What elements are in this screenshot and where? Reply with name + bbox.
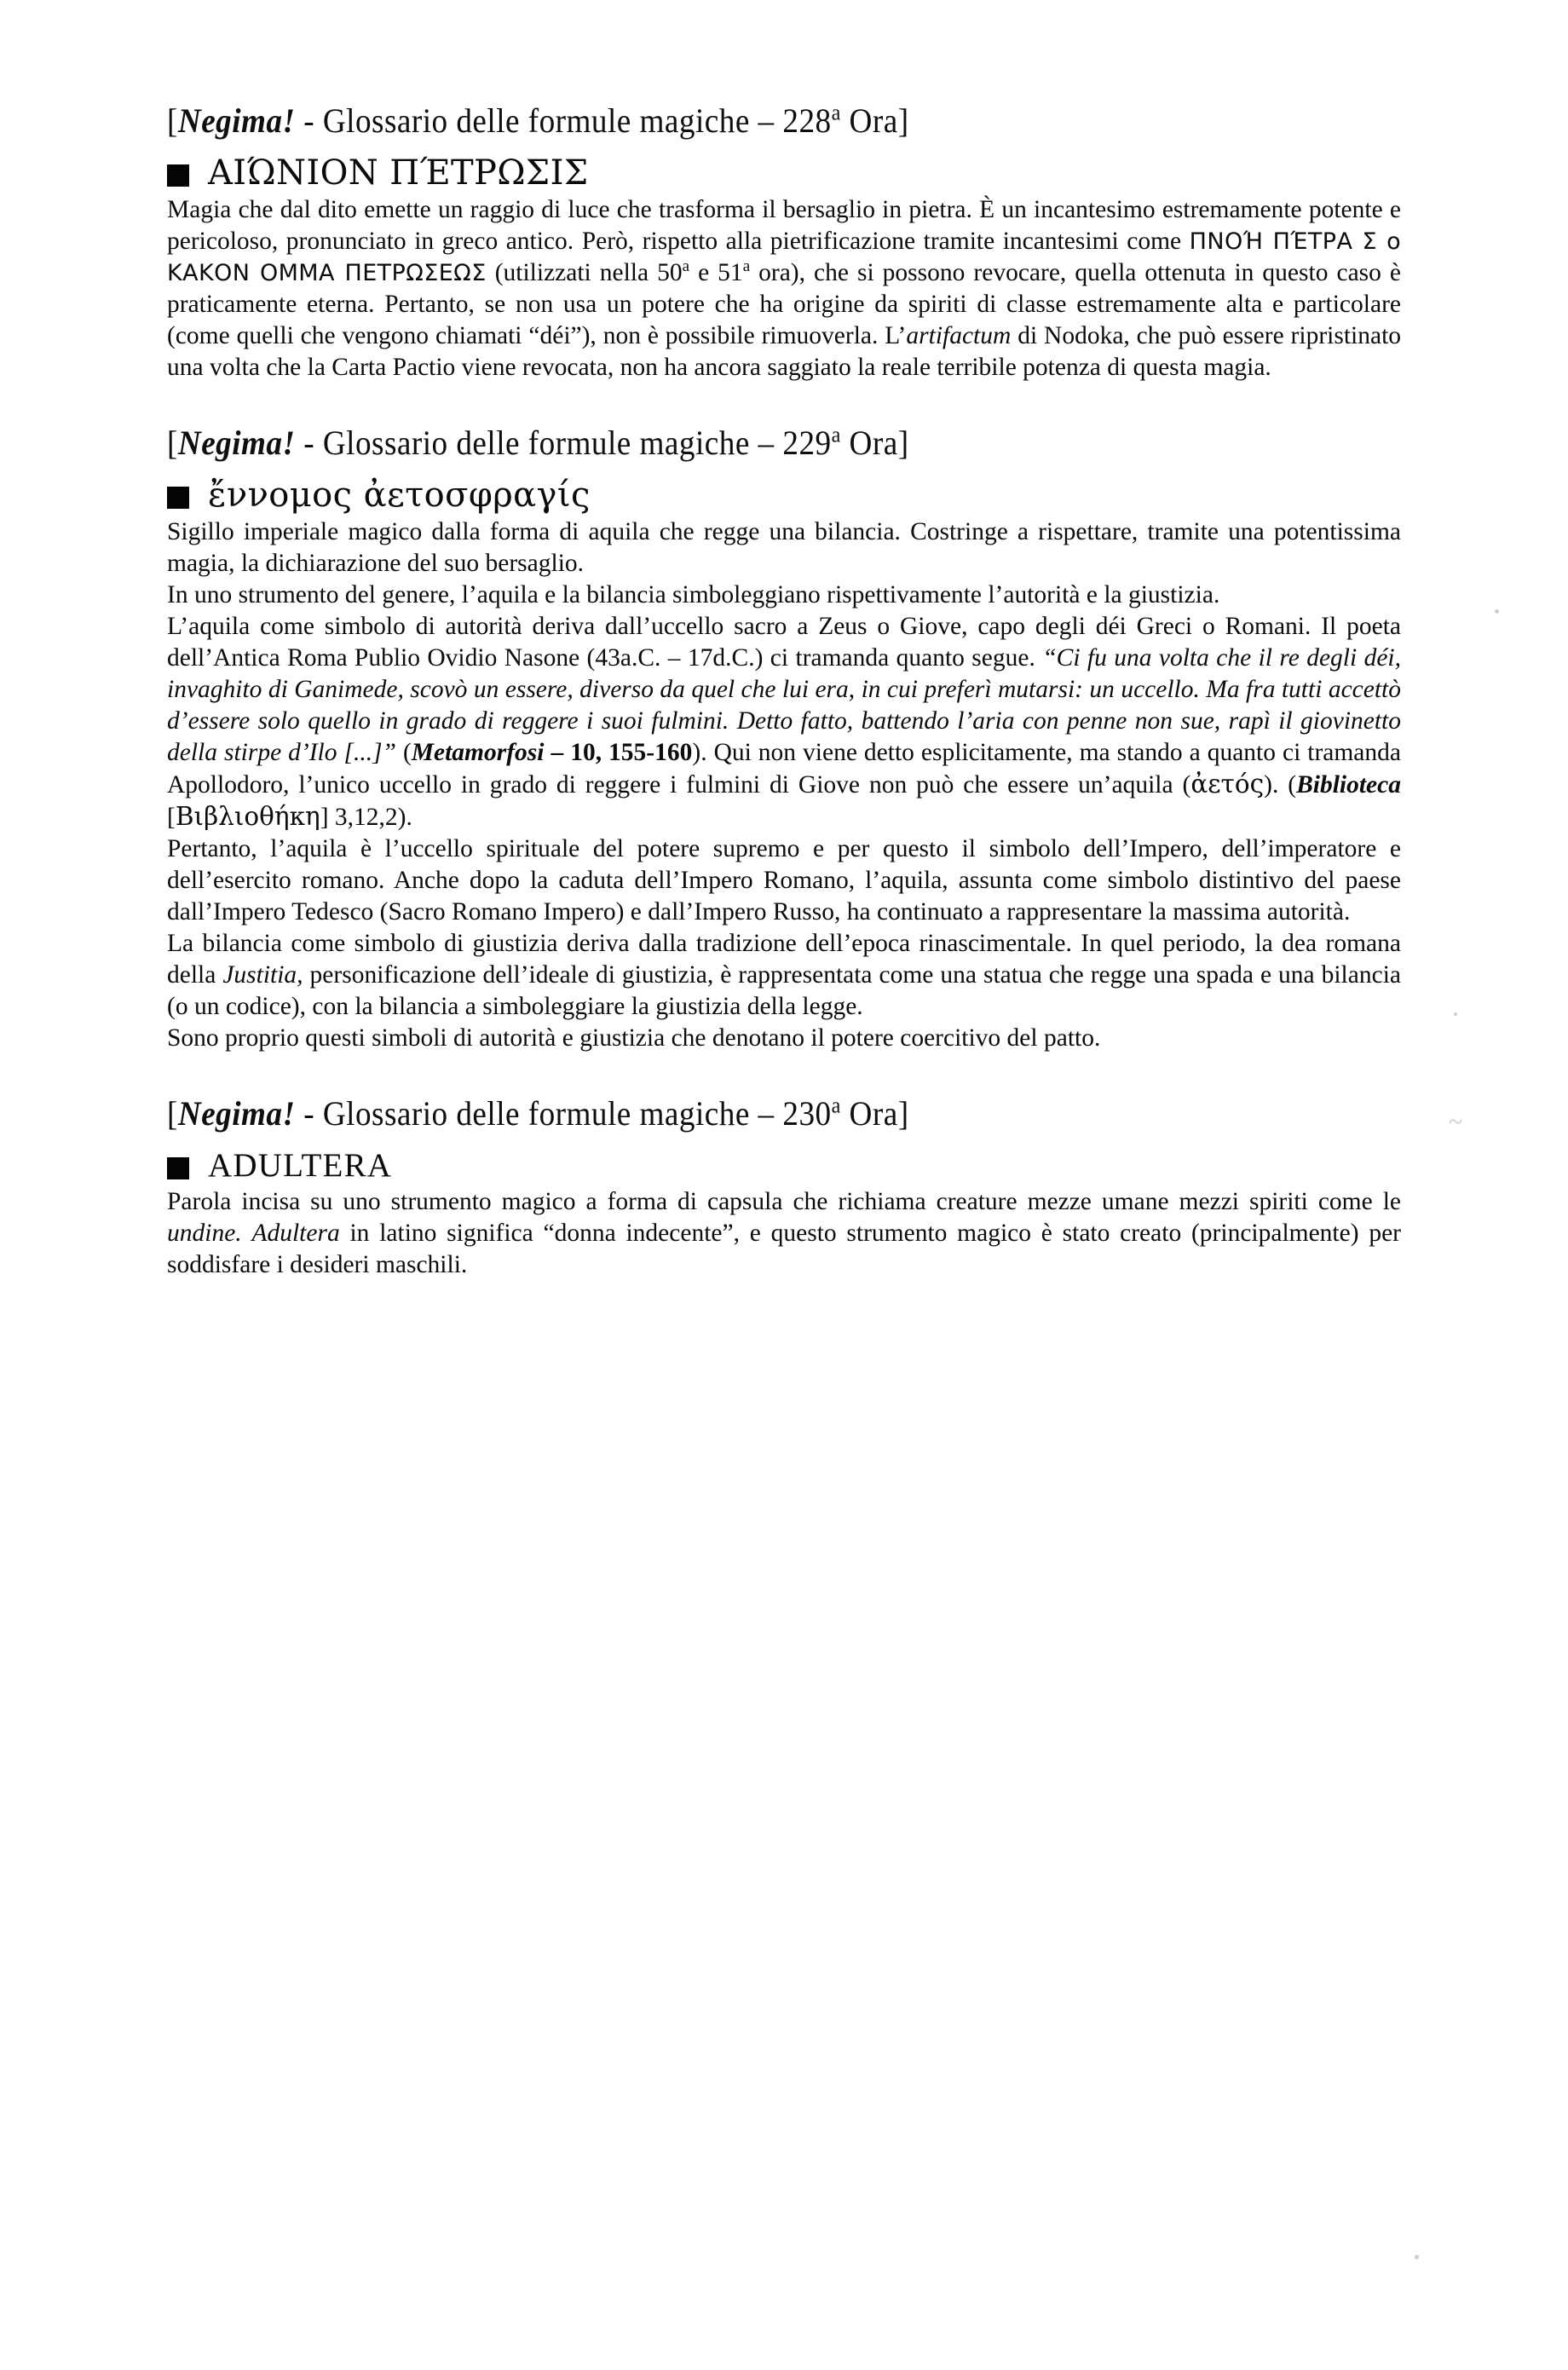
entry-title <box>167 476 1401 515</box>
header-title: Glossario delle formule magiche <box>322 101 750 140</box>
running-header <box>167 423 1315 463</box>
entry-description: Pertanto, l’aquila è l’uccello spirituale del potere supremo e per questo il simbolo dell’Impero, dell’imperatore e dell’esercito romano. Anche dopo la caduta dell’Impero Romano, l’aquila, assunta come simbolo distintivo del paese dall’Impero Tedesco (Sacro Romano Impero) e dall’Impero Russo, ha continuato a rappresentare la massima autorità. <box>167 834 1401 926</box>
scan-smudge: ~ <box>1449 1108 1463 1136</box>
entry-description: Sigillo imperiale magico dalla forma di aquila che regge una bilancia. Costringe a rispettare, tramite una potentissima magia, la dichiarazione del suo bersaglio. <box>167 517 1401 577</box>
header-open-bracket: [ <box>167 1093 178 1133</box>
header-hour-number: 228 <box>782 101 832 140</box>
square-bullet-icon <box>167 487 189 509</box>
header-hour-word: Ora] <box>849 423 909 462</box>
header-hour-number: 229 <box>782 423 832 462</box>
scan-speck <box>1495 609 1499 614</box>
entry-name: ἔννομος ἀετοσφραγίς <box>208 475 591 515</box>
header-dash: – <box>758 101 775 140</box>
header-open-bracket: [ <box>167 101 178 140</box>
header-dash: – <box>758 423 775 462</box>
header-hour-word: Ora] <box>849 101 909 140</box>
scan-speck <box>1454 1012 1457 1016</box>
header-separator: - <box>303 1093 315 1133</box>
header-series: Negima! <box>177 423 296 462</box>
entry-description: Sono proprio questi simboli di autorità e giustizia che denotano il potere coercitivo del patto. <box>167 1024 1101 1052</box>
glossary-section <box>167 101 1401 383</box>
square-bullet-icon <box>167 1157 189 1179</box>
header-series: Negima! <box>177 101 296 140</box>
entry-description: Parola incisa su uno strumento magico a forma di capsula che richiama creature mezze umane mezzi spiriti come le undine. Adultera in latino significa “donna indecente”, e questo strumento magico è stato creato (principalmente) per soddisfare i desideri maschili. <box>167 1187 1401 1278</box>
square-bullet-icon <box>167 164 189 187</box>
header-title: Glossario delle formule magiche <box>322 423 750 462</box>
entry-title <box>167 1147 1401 1185</box>
entry-title <box>167 154 1401 193</box>
header-ordinal: a <box>831 422 841 447</box>
header-title: Glossario delle formule magiche <box>322 1093 750 1133</box>
page-content <box>167 101 1401 1281</box>
header-separator: - <box>303 423 315 462</box>
header-hour-number: 230 <box>782 1093 832 1133</box>
entry-description: In uno strumento del genere, l’aquila e la bilancia simboleggiano rispettivamente l’autorità e la giustizia. <box>167 580 1220 608</box>
header-dash: – <box>758 1093 775 1133</box>
running-header <box>167 101 1315 141</box>
entry-description: La bilancia come simbolo di giustizia deriva dalla tradizione dell’epoca rinascimentale. In quel periodo, la dea romana della Justitia, personificazione dell’ideale di giustizia, è rappresentata come una statua che regge una spada e una bilancia (o un codice), con la bilancia a simboleggiare la giustizia della legge. <box>167 929 1401 1020</box>
entry-description: L’aquila come simbolo di autorità deriva dall’uccello sacro a Zeus o Giove, capo degli déi Greci o Romani. Il poeta dell’Antica Roma Publio Ovidio Nasone (43a.C. – 17d.C.) ci tramanda quanto segue. “Ci fu una volta che il re degli déi, invaghito di Ganimede, scovò un essere, diverso da quel che lui era, in cui preferì mutarsi: un uccello. Ma fra tutti accettò d’essere solo quello in grado di reggere i suoi fulmini. Detto fatto, battendo l’aria con penne non sue, rapì il giovinetto della stirpe d’Ilo [...]” (Metamorfosi – 10, 155-160). Qui non viene detto esplicitamente, ma stando a quanto ci tramanda Apollodoro, l’unico uccello in grado di reggere i fulmini di Giove non può che essere un’aquila (ἀετός). (Biblioteca [Βιβλιοθήκη] 3,12,2). <box>167 612 1401 831</box>
entry-name: ADULTERA <box>208 1146 393 1184</box>
glossary-section <box>167 423 1401 1054</box>
glossary-section <box>167 1093 1401 1281</box>
running-header <box>167 1093 1315 1133</box>
header-hour-word: Ora] <box>849 1093 909 1133</box>
header-open-bracket: [ <box>167 423 178 462</box>
entry-description: Magia che dal dito emette un raggio di luce che trasforma il bersaglio in pietra. È un incantesimo estremamente potente e pericoloso, pronunciato in greco antico. Però, rispetto alla pietrificazione tramite incantesimi come ΠΝΟΉ ΠΈΤΡΑ Σ ο ΚΑΚΟΝ ΟΜΜΑ ΠΕΤΡΩΣΕΩΣ (utilizzati nella 50$^a$ e 51$^a$ ora), che si possono revocare, quella ottenuta in questo caso è praticamente eterna. Pertanto, se non usa un potere che ha origine da spiriti di classe estremamente alta e particolare (come quelli che vengono chiamati “déi”), non è possibile rimuoverla. L’artifactum di Nodoka, che può essere ripristinato una volta che la Carta Pactio viene revocata, non ha ancora saggiato la reale terribile potenza di questa magia. <box>167 195 1402 381</box>
entry-name: ΑΙΏΝΙΟΝ ΠΈΤΡΩΣΙΣ <box>208 153 589 193</box>
header-ordinal: a <box>831 100 841 125</box>
header-separator: - <box>303 101 315 140</box>
scan-speck <box>1415 2255 1419 2259</box>
header-series: Negima! <box>177 1093 296 1133</box>
header-ordinal: a <box>831 1093 841 1118</box>
